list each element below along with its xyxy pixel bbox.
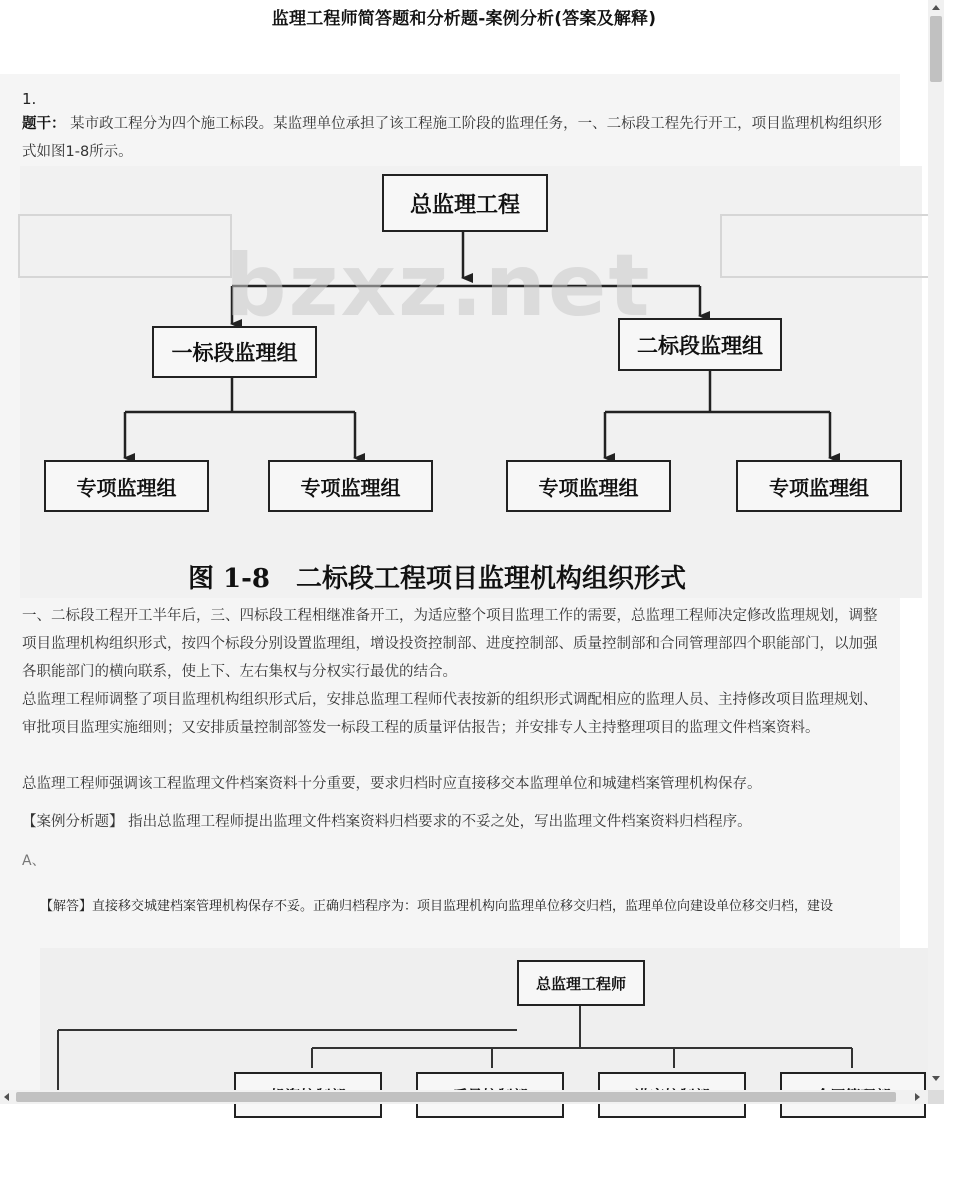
org-box-section-2: 二标段监理组 xyxy=(618,318,782,371)
stem-text: 某市政工程分为四个施工标段。某监理单位承担了该工程施工阶段的监理任务，一、二标段工程先行开工，项目监理机构组织形式如图1-8所示。 xyxy=(22,116,883,160)
watermark-text: bzxz.net xyxy=(225,236,652,336)
scroll-up-arrow-icon[interactable] xyxy=(932,5,940,10)
answer-text: 直接移交城建档案管理机构保存不妥。正确归档程序为：项目监理机构向监理单位移交归档，监理单位向建设单位移交归档，建设 xyxy=(92,899,834,914)
figure-caption: 图 1-8 二标段工程项目监理机构组织形式 xyxy=(188,564,687,594)
answer-label: 【解答】 xyxy=(40,899,93,914)
page-title: 监理工程师简答题和分析题-案例分析(答案及解释) xyxy=(271,9,657,29)
stem-label: 题干： xyxy=(22,116,66,132)
question-stem xyxy=(22,110,888,166)
org-box-special-group: 专项监理组 xyxy=(506,460,671,512)
scroll-down-arrow-icon[interactable] xyxy=(932,1076,940,1081)
org-box-special-group: 专项监理组 xyxy=(44,460,209,512)
org-box-special-group: 专项监理组 xyxy=(736,460,902,512)
body-paragraph: 总监理工程师调整了项目监理机构组织形式后，安排总监理工程师代表按新的组织形式调配相应的监理人员、主持修改项目监理规划、审批项目监理实施细则；又安排质量控制部签发一标段工程的质量评估报告；并安排专人主持整理项目的监理文件档案资料。 xyxy=(22,692,878,736)
org-box-chief-supervisor: 总监理工程 xyxy=(382,174,548,232)
vertical-scrollbar[interactable] xyxy=(928,0,944,1090)
answer-explanation xyxy=(40,894,870,920)
sub-question-text: 指出总监理工程师提出监理文件档案资料归档要求的不妥之处，写出监理文件档案资料归档程序。 xyxy=(128,814,752,830)
org-box-chief-engineer: 总监理工程师 xyxy=(517,960,645,1006)
body-paragraph: 总监理工程师强调该工程监理文件档案资料十分重要，要求归档时应直接移交本监理单位和城建档案管理机构保存。 xyxy=(22,776,762,792)
scroll-left-arrow-icon[interactable] xyxy=(4,1093,9,1101)
bleed-through-text xyxy=(360,992,510,1018)
sub-question xyxy=(22,810,752,831)
org-box-special-group: 专项监理组 xyxy=(268,460,433,512)
question-number: 1. xyxy=(22,90,37,108)
horizontal-scroll-thumb[interactable] xyxy=(16,1092,896,1102)
horizontal-scrollbar[interactable] xyxy=(0,1090,928,1104)
answer-option-a[interactable]: A、 xyxy=(22,853,46,869)
org-box-section-1: 一标段监理组 xyxy=(152,326,317,378)
vertical-scroll-thumb[interactable] xyxy=(930,16,942,82)
question-card xyxy=(0,74,900,1090)
body-paragraph: 一、二标段工程开工半年后，三、四标段工程相继准备开工，为适应整个项目监理工作的需要，总监理工程师决定修改监理规划，调整项目监理机构组织形式，按四个标段分别设置监理组，增设投资控制部、进度控制部、质量控制部和合同管理部四个职能部门，以加强各职能部门的横向联系，使上下、左右集权与分权实行最优的结合。 xyxy=(22,608,878,680)
org-chart-figure-2 xyxy=(40,948,928,1098)
scroll-right-arrow-icon[interactable] xyxy=(915,1093,920,1101)
sub-question-label: 【案例分析题】 xyxy=(22,814,124,830)
org-chart-figure-1 xyxy=(20,166,922,598)
scrollbar-corner xyxy=(928,1090,944,1104)
